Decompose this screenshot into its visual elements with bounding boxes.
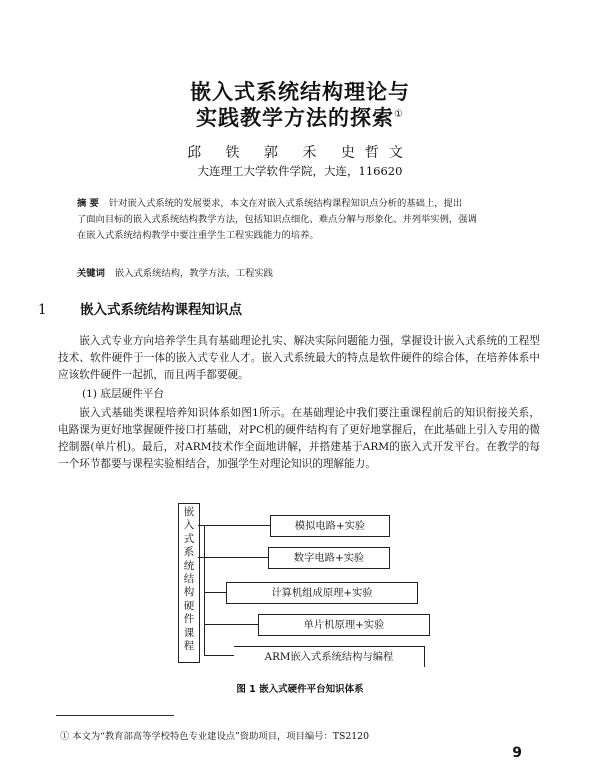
body-paragraph: 嵌入式基础类课程培养知识体系如图1所示。在基础理论中我们要注重课程前后的知识衔接关系，电路课为更好地掌握硬件接口打基础，对PC机的硬件结构有了更好地掌握后，在此基础上引入专用的微控制器(单片机)。最后，对ARM技术作全面地讲解，并搭建基于ARM的嵌入式开发平台。在教学的每一个环节都要与课程实验相结合，加强学生对理论知识的理解能力。 — [58, 407, 540, 470]
knowledge-box: 数字电路+实验 — [268, 547, 390, 569]
paper-title-line1: 嵌入式系统结构理论与 — [190, 80, 410, 104]
label-char: 件 — [183, 613, 195, 626]
section-heading — [38, 298, 242, 318]
knowledge-box: 单片机原理+实验 — [258, 614, 430, 636]
connector-line — [204, 592, 226, 593]
connector-line — [204, 655, 234, 656]
abstract-line: 在嵌入式系统结构教学中要注重学生工程实践能力的培养。 — [77, 230, 319, 241]
abstract-text: 针对嵌入式系统的发展要求，本文在对嵌入式系统结构课程知识点分析的基础上，提出 — [108, 198, 463, 209]
label-char: 统 — [183, 559, 195, 572]
knowledge-box: ARM嵌入式系统结构与编程 — [234, 646, 425, 667]
label-char: 嵌 — [183, 506, 195, 518]
figure-caption: 图 1 嵌入式硬件平台知识体系 — [236, 684, 364, 695]
keywords-label: 关键词 — [77, 268, 105, 279]
label-char: 硬 — [183, 599, 195, 612]
knowledge-box: 模拟电路+实验 — [270, 515, 390, 537]
figure-knowledge-diagram — [158, 503, 458, 668]
label-char: 课 — [183, 626, 195, 639]
label-char: 结 — [183, 573, 195, 586]
body-paragraph: 嵌入式专业方向培养学生具有基础理论扎实、解决实际问题能力强，掌握设计嵌入式系统的工程型技术、软件硬件于一体的嵌入式专业人才。嵌入式系统最大的特点是软件硬件的综合体，在培养体系中应该软件硬件一起抓，而且两手都要硬。 — [58, 335, 540, 381]
connector-line — [204, 624, 258, 625]
section-number: 1 — [38, 302, 47, 318]
label-char: 入 — [183, 519, 195, 532]
connector-trunk — [204, 525, 205, 655]
vertical-label — [182, 506, 196, 653]
abstract-line — [77, 196, 547, 212]
footnote: ① 本文为“教育部高等学校特色专业建设点”资助项目，项目编号：TS2120 — [60, 731, 370, 742]
label-char: 系 — [183, 546, 195, 559]
affiliation: 大连理工大学软件学院，大连，116620 — [197, 164, 403, 178]
abstract-line: 了面向目标的嵌入式系统结构教学方法，包括知识点细化、难点分解与形象化、并列举实例，强调 — [77, 214, 477, 225]
authors: 邱 铁 郭 禾 史哲文 — [187, 145, 413, 161]
paper-title-line2 — [0, 102, 600, 132]
title-footnote-mark: ① — [394, 109, 404, 120]
subsection-heading: (1) 底层硬件平台 — [82, 388, 164, 400]
keywords-text: 嵌入式系统结构，教学方法，工程实践 — [114, 268, 273, 279]
keywords — [77, 265, 547, 279]
footnote-rule — [56, 715, 174, 716]
paper-title-text: 实践教学方法的探索 — [196, 106, 395, 130]
label-char: 构 — [183, 586, 195, 599]
section-title: 嵌入式系统结构课程知识点 — [80, 302, 242, 318]
connector-line — [198, 557, 268, 558]
knowledge-box: 计算机组成原理+实验 — [226, 582, 418, 604]
connector-line — [198, 525, 270, 526]
vertical-label-box — [178, 503, 200, 663]
abstract-label: 摘 要 — [77, 198, 99, 209]
page-number: 9 — [512, 745, 522, 761]
abstract — [77, 196, 547, 244]
label-char: 程 — [183, 640, 195, 653]
label-char: 式 — [183, 532, 195, 545]
